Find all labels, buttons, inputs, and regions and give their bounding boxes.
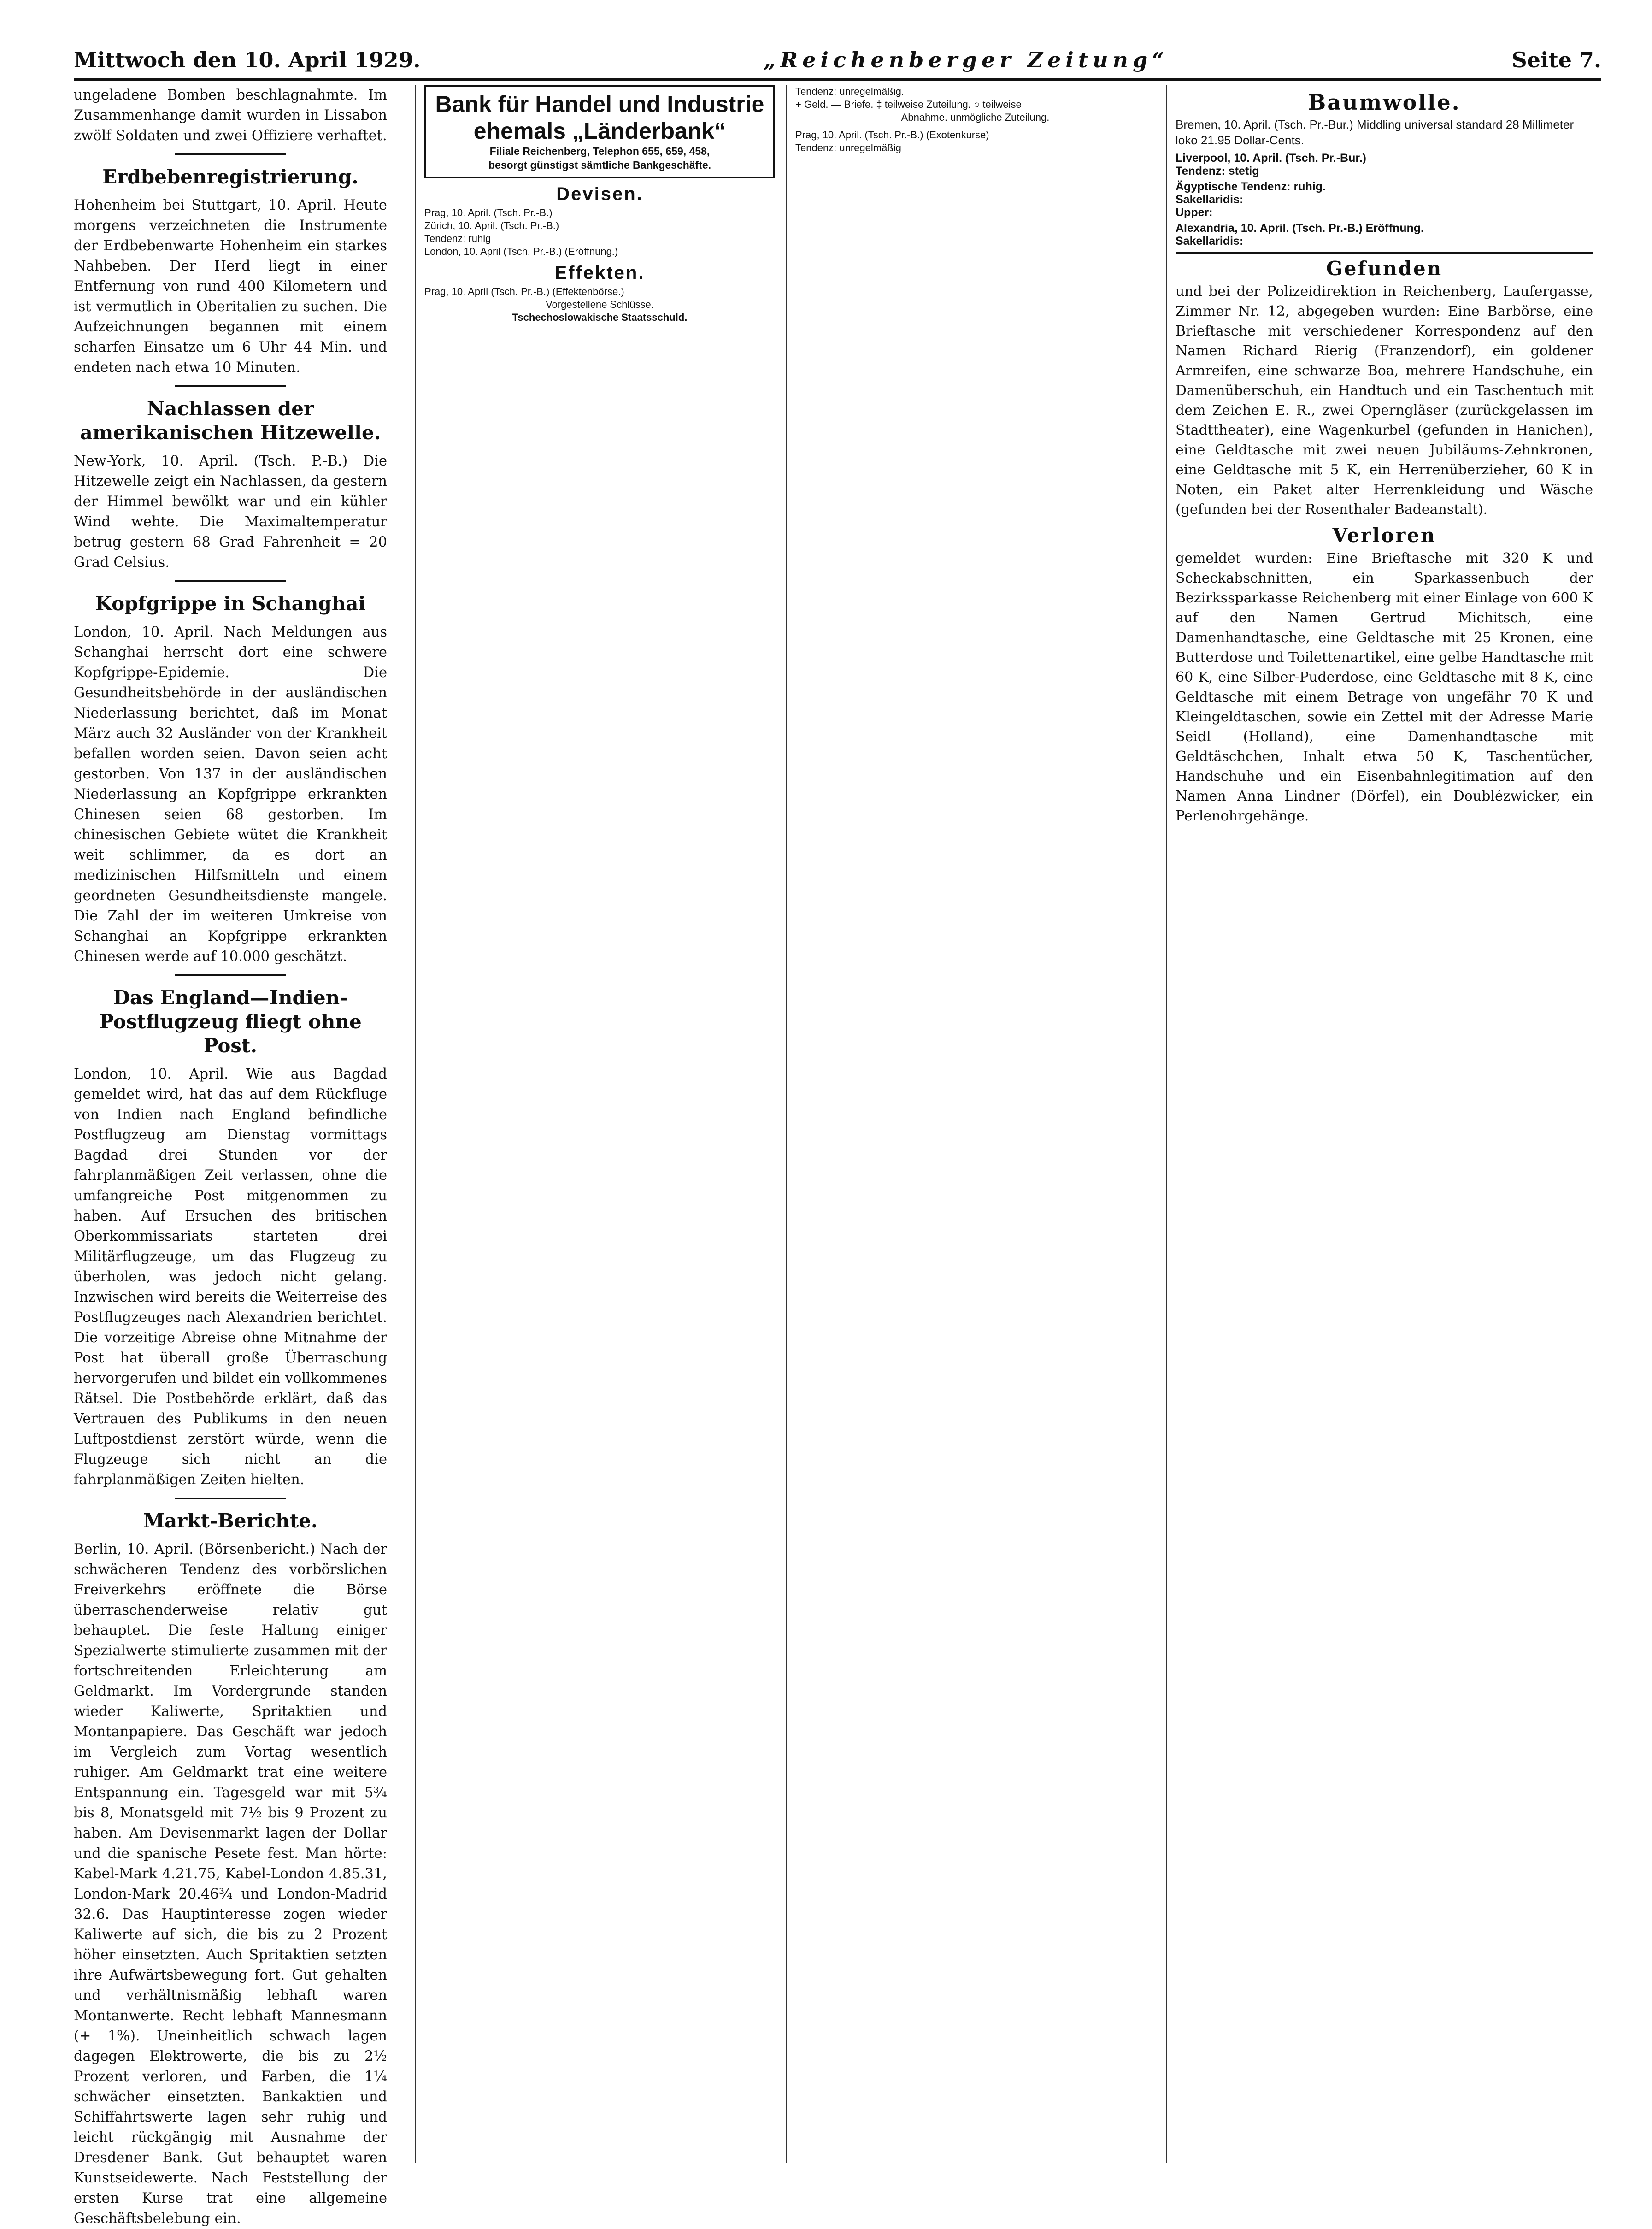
article-title-market: Markt-Berichte.: [143, 1510, 318, 1532]
divider: [175, 153, 286, 155]
page-number: Seite 7.: [1511, 47, 1601, 72]
news-column: [74, 85, 396, 2227]
legend-line-1: + Geld. — Briefe. ‡ teilweise Zuteilung. ○ teilweise: [795, 99, 1022, 110]
verloren-title: Verloren: [1332, 524, 1436, 547]
devisen-column: [415, 85, 783, 2163]
divider: [175, 385, 286, 387]
article-text-market: Berlin, 10. April. (Börsenbericht.) Nach der schwächeren Tendenz des vorbörslichen Freiverkehrs eröffnete die Börse überraschenderweise relativ gut behauptet. Die feste Haltung einiger Spezialwerte stimulierte zusammen mit der fortschreitenden Erleichterung am Geldmarkt. Im Vordergrunde standen wieder Kaliwerte, Spritaktien und Montanpapiere. Das Geschäft war jedoch im Vergleich zum Vortag wesentlich ruhiger. Am Geldmarkt trat eine weitere Entspannung ein. Tagesgeld war mit 5¾ bis 8, Monatsgeld mit 7½ bis 9 Prozent zu haben. Am Devisenmarkt lagen der Dollar und die spanische Pesete fest. Man hörte: Kabel-Mark 4.21.75, Kabel-London 4.85.31, London-Mark 20.46¾ und London-Madrid 32.6. Das Hauptinteresse zogen wieder Kaliwerte auf sich, die bis zu 2 Prozent höher einsetzten. Auch Spritaktien setzten ihre Aufwärtsbewegung fort. Gut gehalten und verhältnismäßig lebhaft waren Montanwerte. Recht lebhaft Mannesmann (+ 1%). Uneinheitlich schwach lagen dagegen Elektrowerte, die bis zu 2½ Prozent verloren, und Farben, die 1¼ schwächer einsetzten. Bankaktien und Schiffahrtswerte lagen sehr ruhig und leicht rückgängig mit Ausnahme der Dresdener Bank. Gut behauptet waren Kunstseidewerte. Nach Feststellung der ersten Kurse trat eine allgemeine Geschäftsbelebung ein.: [74, 1541, 387, 2227]
sakel2-title: Sakellaridis:: [1176, 235, 1244, 248]
divider: [175, 580, 286, 582]
devisen-subline: Prag, 10. April. (Tsch. Pr.-B.): [424, 207, 553, 218]
bank-advertisement: [424, 85, 775, 178]
bank-subtitle-1: Filiale Reichenberg, Telephon 655, 659, 458,: [489, 145, 710, 157]
verloren-text: gemeldet wurden: Eine Brieftasche mit 320 K und Scheckabschnitten, ein Sparkassenbuch der Bezirkssparkasse Reichenberg mit einer Einlage von 600 K auf den Namen Gertrud Michitsch, eine Damenhandtasche, eine Geldtasche mit 25 Kronen, eine Butterdose und Toilettenartikel, eine gelbe Handtasche mit 60 K, eine Silber-Puderdose, eine Geldtasche mit 8 K, eine Geldtasche mit einem Betrage von ungefähr 70 K und Kleingeldtaschen, sowie ein Zettel mit der Adresse Marie Seidl (Holland), eine Damenhandtasche mit Geldtäschchen, Inhalt etwa 50 K, Taschentücher, Handschuhe und ein Eisenbahnlegitimation auf den Namen Anna Lindner (Dörfel), ein Doublézwicker, ein Perlenohrgehänge.: [1176, 550, 1593, 824]
divider: [175, 1498, 286, 1499]
paper-title: „Reichenberger Zeitung“: [763, 47, 1169, 72]
baumwolle-column: [1166, 85, 1601, 2163]
liverpool-tendenz: Tendenz: stetig: [1176, 165, 1259, 177]
bank-title-2: ehemals „Länderbank“: [473, 118, 726, 144]
baumwolle-title: Baumwolle.: [1308, 90, 1461, 115]
columns: [74, 85, 1601, 2227]
gefunden-text: und bei der Polizeidirektion in Reichenberg, Laufergasse, Zimmer Nr. 12, abgegeben wurden: Eine Barbörse, eine Brieftasche mit verschiedener Korrespondenz auf den Namen Richard Rierig (Franzendorf), ein goldener Armreifen, eine schwarze Boa, mehrere Handschuhe, ein Damenüberschuh, ein Handtuch und ein Taschentuch mit dem Zeichen E. R., zwei Operngläser (zurückgelassen im Stadttheater), eine Wagenkurbel (gefunden in Hanichen), eine Geldtasche mit zwei neuen Jubiläums-Zehnkronen, eine Geldtasche mit 5 K, ein Herrenüberzieher, 60 K in Noten, ein Paket alter Herrenkleidung und Wäsche (gefunden bei der Rosenthaler Badeanstalt).: [1176, 283, 1593, 518]
intro-text: ungeladene Bomben beschlagnahmte. Im Zusammenhange damit wurden in Lissabon zwölf Soldaten und zwei Offiziere verhaftet.: [74, 87, 387, 144]
effekten-subline-2: Vorgestellene Schlüsse.: [546, 299, 654, 310]
effekten-subline: Prag, 10. April (Tsch. Pr.-B.) (Effektenbörse.): [424, 286, 624, 297]
liverpool-heading: Liverpool, 10. April. (Tsch. Pr.-Bur.): [1176, 152, 1366, 165]
article-title-earthquake: Erdbebenregistrierung.: [102, 165, 359, 188]
staatsschuld-title: Tschechoslowakische Staatsschuld.: [512, 312, 688, 323]
bank-title-1: Bank für Handel und Industrie: [435, 91, 764, 117]
bremen-report: Bremen, 10. April. (Tsch. Pr.-Bur.) Middling universal standard 28 Millimeter loko 21.95 Dollar-Cents.: [1176, 118, 1574, 147]
zurich-heading: Zürich, 10. April. (Tsch. Pr.-B.): [424, 220, 559, 231]
tendenz-note: Tendenz: unregelmäßig.: [795, 86, 905, 97]
exoten-heading: Prag, 10. April. (Tsch. Pr.-B.) (Exotenkurse): [795, 129, 989, 141]
effekten-title: Effekten.: [554, 263, 645, 283]
upper-title: Upper:: [1176, 206, 1213, 219]
zurich-tendenz: Tendenz: ruhig: [424, 233, 491, 244]
article-text-grippe: London, 10. April. Nach Meldungen aus Schanghai herrscht dort eine schwere Kopfgrippe-Epidemie. Die Gesundheitsbehörde in der ausländischen Niederlassung berichtet, daß im Monat März auch 32 Ausländer von der Krankheit befallen worden seien. Davon seien acht gestorben. Von 137 in der ausländischen Niederlassung an Kopfgrippe erkrankten Chinesen seien 68 gestorben. Im chinesischen Gebiete wütet die Krankheit weit schlimmer, da es dort an medizinischen Hilfsmitteln und einem geordneten Gesundheitsdienste mangele. Die Zahl der im weiteren Umkreise von Schanghai an Kopfgrippe erkrankten Chinesen werde auf 10.000 geschätzt.: [74, 624, 387, 965]
article-title-heatwave: Nachlassen der amerikanischen Hitzewelle.: [80, 397, 381, 444]
article-title-postflight: Das England—Indien-Postflugzeug fliegt ohne Post.: [99, 986, 362, 1057]
london-heading: London, 10. April (Tsch. Pr.-B.) (Eröffnung.): [424, 246, 618, 257]
devisen-title: Devisen.: [556, 184, 643, 204]
divider: [175, 974, 286, 976]
agypt-title: Ägyptische Tendenz: ruhig.: [1176, 180, 1326, 193]
exoten-tendenz: Tendenz: unregelmäßig: [795, 142, 901, 153]
article-text-postflight: London, 10. April. Wie aus Bagdad gemeldet wird, hat das auf dem Rückfluge von Indien nach England befindliche Postflugzeug am Dienstag vormittags Bagdad drei Stunden vor der fahrplanmäßigen Zeit verlassen, ohne die umfangreiche Post mitgenommen zu haben. Auf Ersuchen des britischen Oberkommissariats starteten drei Militärflugzeuge, um das Flugzeug zu überholen, was jedoch nicht gelang. Inzwischen wird bereits die Weiterreise des Postflugzeuges nach Alexandrien berichtet. Die vorzeitige Abreise ohne Mitnahme der Post hat überall große Überraschung hervorgerufen und bildet ein vollkommenes Rätsel. Die Postbehörde erklärt, daß das Vertrauen des Publikums in den neuen Luftpostdienst zerstört würde, wenn die Flugzeuge sich nicht an die fahrplanmäßigen Zeiten hielten.: [74, 1066, 387, 1488]
article-title-grippe: Kopfgrippe in Schanghai: [95, 592, 366, 615]
bank-subtitle-2: besorgt günstigst sämtliche Bankgeschäfte.: [488, 159, 711, 171]
aktien-column: [786, 85, 1164, 2163]
article-text-earthquake: Hohenheim bei Stuttgart, 10. April. Heute morgens verzeichneten die Instrumente der Erdbebenwarte Hohenheim ein starkes Nahbeben. Der Herd liegt in einer Entfernung von rund 400 Kilometern und ist vermutlich in Oberitalien zu suchen. Die Aufzeichnungen begannen mit einem scharfen Einsatze um 6 Uhr 44 Min. und endeten nach etwa 10 Minuten.: [74, 197, 387, 376]
sakel1-title: Sakellaridis:: [1176, 193, 1244, 206]
gefunden-title: Gefunden: [1176, 252, 1593, 280]
masthead: [74, 41, 1601, 81]
issue-date: Mittwoch den 10. April 1929.: [74, 47, 421, 72]
alexandria-heading: Alexandria, 10. April. (Tsch. Pr.-B.) Eröffnung.: [1176, 222, 1424, 235]
article-text-heatwave: New-York, 10. April. (Tsch. P.-B.) Die Hitzewelle zeigt ein Nachlassen, da gestern der Himmel bewölkt war und ein kühler Wind wehte. Die Maximaltemperatur betrug gestern 68 Grad Fahrenheit = 20 Grad Celsius.: [74, 453, 387, 571]
legend-line-2: Abnahme. unmögliche Zuteilung.: [901, 112, 1050, 123]
